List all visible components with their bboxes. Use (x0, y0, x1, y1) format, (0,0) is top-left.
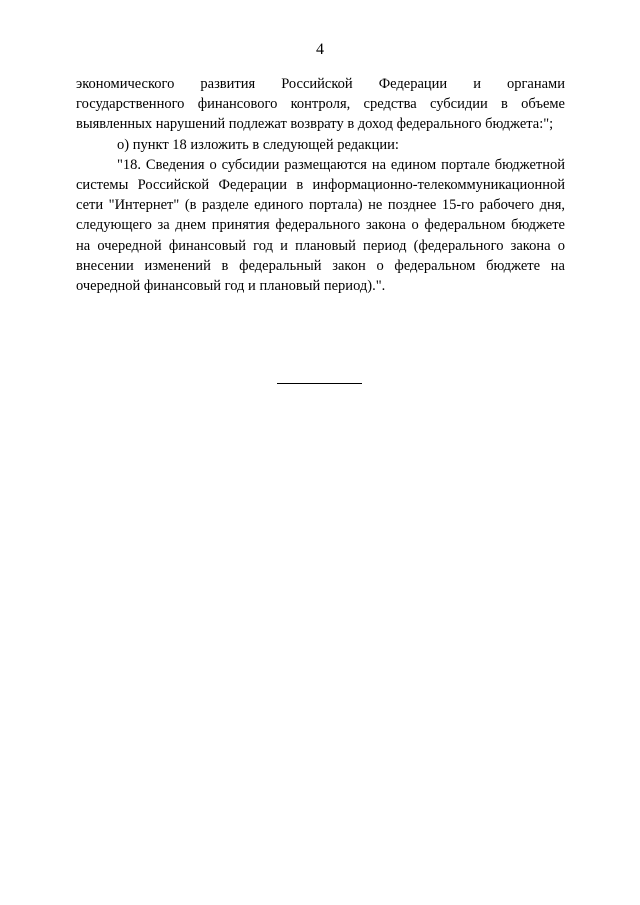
paragraph-continuation: экономического развития Российской Федерации и органами государственного финансового контроля, средства субсидии в объеме выявленных нарушений подлежат возврату в доход федерального бюджета:"; (76, 76, 565, 133)
end-of-document-line (277, 383, 362, 384)
page-number: 4 (316, 41, 324, 58)
paragraph-item-o: о) пункт 18 изложить в следующей редакции: (117, 136, 399, 153)
document-body (76, 74, 565, 296)
paragraph-point-18: "18. Сведения о субсидии размещаются на едином портале бюджетной системы Российской Федерации в информационно-телекоммуникационной сети "Интернет" (в разделе единого портала) не позднее 15-го рабочего дня, следующего за днем принятия федерального закона о федеральном бюджете на очередной финансовый год и плановый период (федерального закона о внесении изменений в федеральный закон о федеральном бюджете на очередной финансовый год и плановый период).". (76, 156, 565, 295)
